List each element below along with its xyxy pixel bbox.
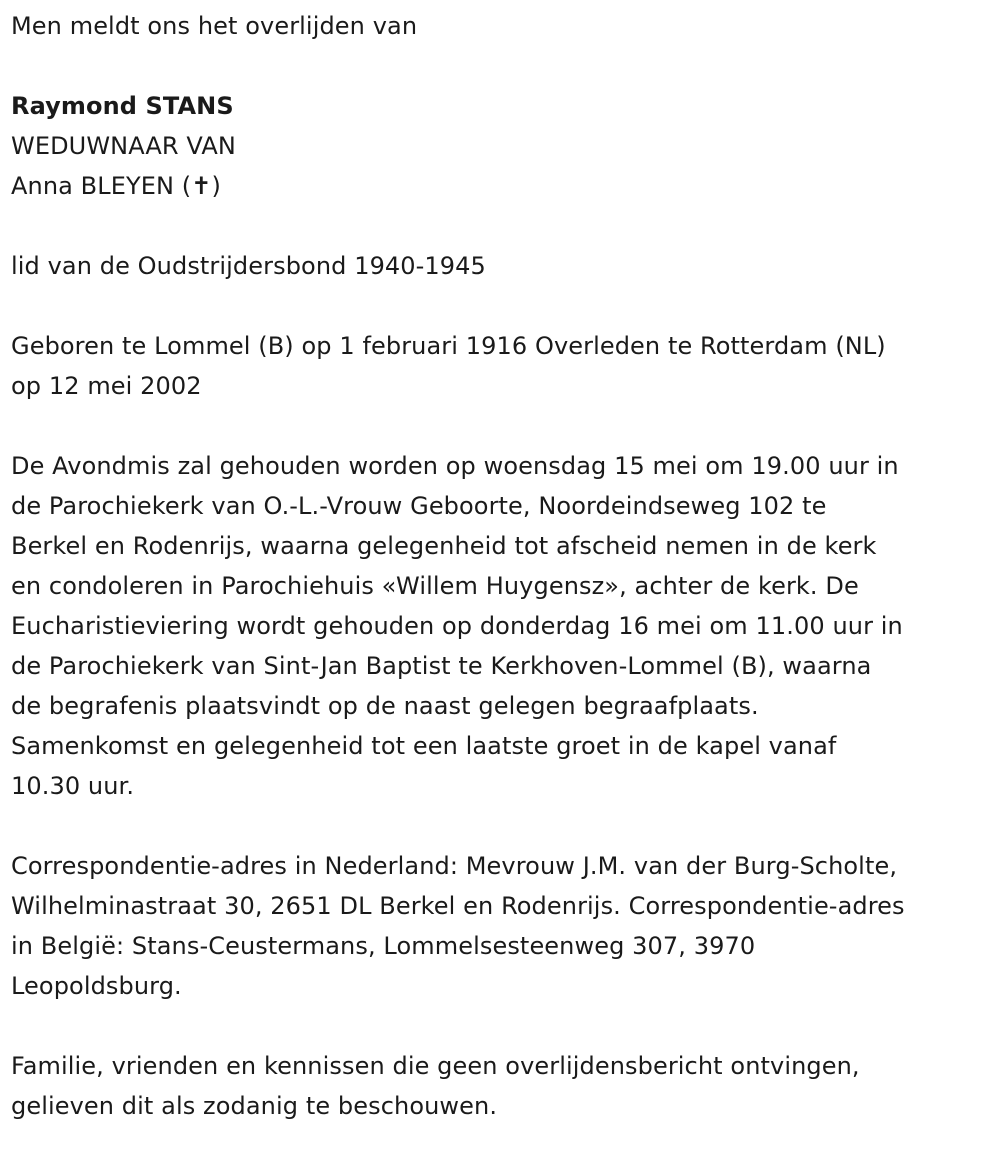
deceased-name: Raymond STANS (11, 92, 234, 120)
ceremony-line: 10.30 uur. (11, 772, 135, 800)
correspondence-paragraph (11, 846, 988, 1006)
deceased-status: WEDUWNAAR VAN (11, 132, 236, 160)
correspondence-line: Wilhelminastraat 30, 2651 DL Berkel en Rodenrijs. Correspondentie-adres (11, 892, 905, 920)
intro-text: Men meldt ons het overlijden van (11, 12, 418, 40)
birth-death-paragraph (11, 326, 988, 406)
ceremony-line: De Avondmis zal gehouden worden op woensdag 15 mei om 19.00 uur in (11, 452, 899, 480)
birth-death-line: op 12 mei 2002 (11, 372, 202, 400)
ceremony-line: en condoleren in Parochiehuis «Willem Huygensz», achter de kerk. De (11, 572, 859, 600)
closing-line: Familie, vrienden en kennissen die geen overlijdensbericht ontvingen, (11, 1052, 860, 1080)
correspondence-line: Correspondentie-adres in Nederland: Mevrouw J.M. van der Burg-Scholte, (11, 852, 898, 880)
ceremony-line: Samenkomst en gelegenheid tot een laatste groet in de kapel vanaf (11, 732, 837, 760)
spacer (11, 46, 988, 86)
spacer (11, 406, 988, 446)
spacer (11, 1006, 988, 1046)
closing-line: gelieven dit als zodanig te beschouwen. (11, 1092, 498, 1120)
ceremony-line: de begrafenis plaatsvindt op de naast gelegen begraafplaats. (11, 692, 759, 720)
correspondence-line: in België: Stans-Ceustermans, Lommelsesteenweg 307, 3970 (11, 932, 756, 960)
correspondence-line: Leopoldsburg. (11, 972, 182, 1000)
ceremony-line: Berkel en Rodenrijs, waarna gelegenheid tot afscheid nemen in de kerk (11, 532, 877, 560)
membership-text: lid van de Oudstrijdersbond 1940-1945 (11, 252, 486, 280)
birth-death-line: Geboren te Lommel (B) op 1 februari 1916 Overleden te Rotterdam (NL) (11, 332, 886, 360)
ceremony-paragraph (11, 446, 988, 806)
ceremony-line: de Parochiekerk van Sint-Jan Baptist te Kerkhoven-Lommel (B), waarna (11, 652, 872, 680)
spacer (11, 286, 988, 326)
ceremony-line: de Parochiekerk van O.-L.-Vrouw Geboorte, Noordeindseweg 102 te (11, 492, 827, 520)
closing-paragraph (11, 1046, 988, 1126)
spacer (11, 806, 988, 846)
spacer (11, 206, 988, 246)
ceremony-line: Eucharistieviering wordt gehouden op donderdag 16 mei om 11.00 uur in (11, 612, 903, 640)
spouse-name: Anna BLEYEN (✝) (11, 172, 221, 200)
